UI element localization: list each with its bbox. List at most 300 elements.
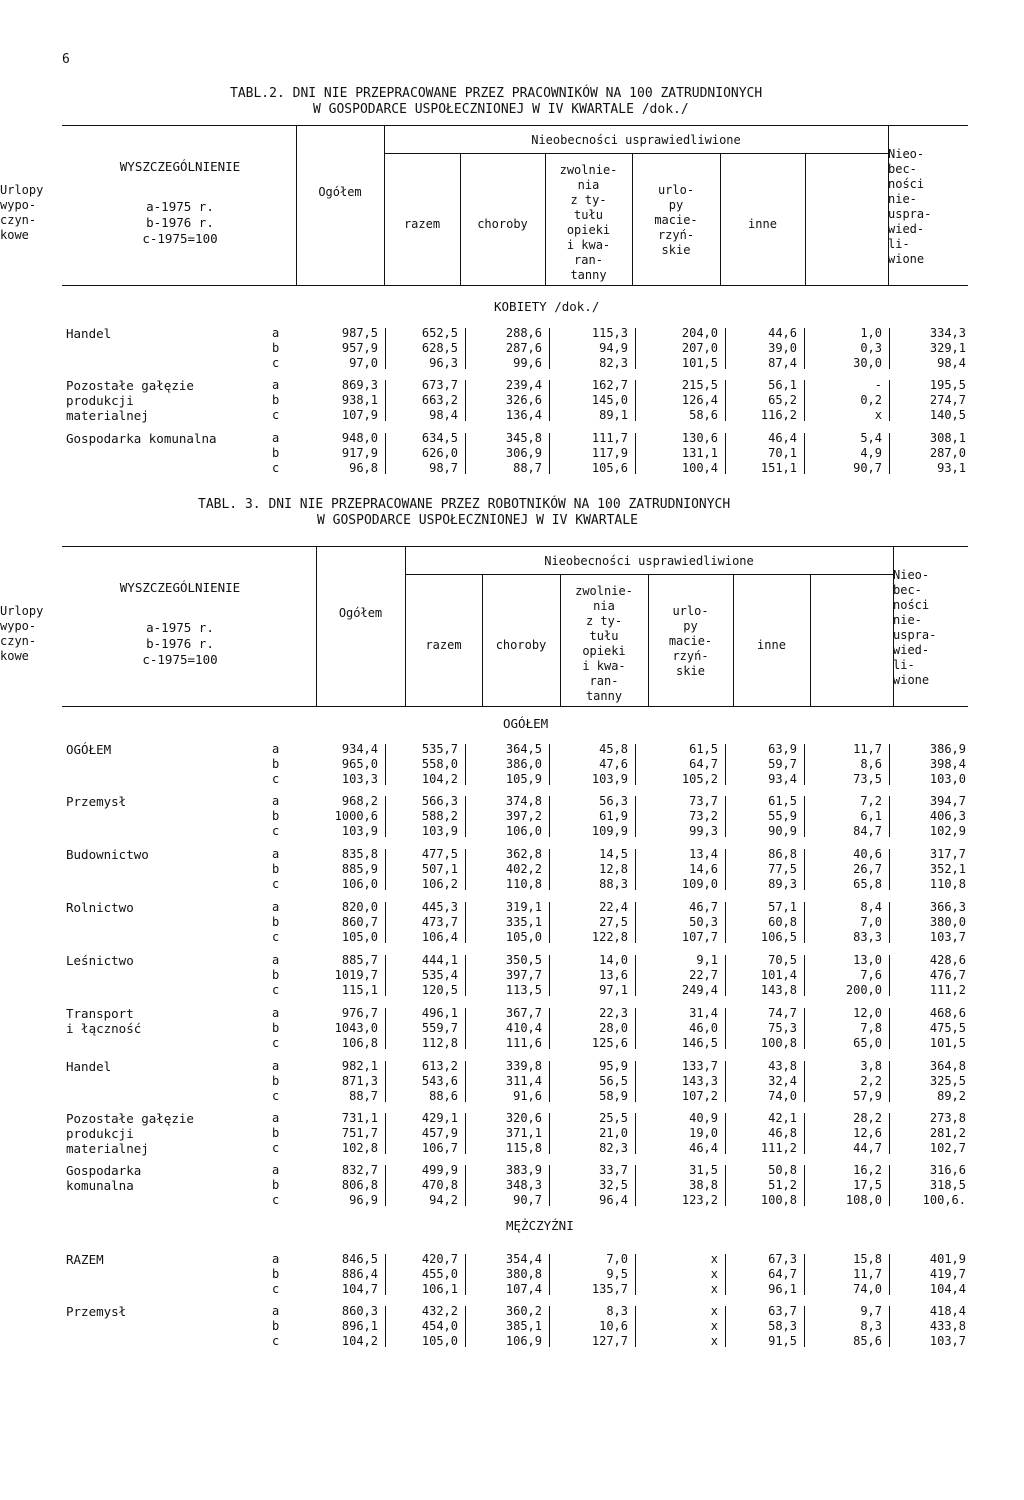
table-cell: 70,5: [768, 953, 797, 967]
table-cell: 59,7: [768, 757, 797, 771]
stub-heading: WYSZCZEGÓLNIENIE: [119, 159, 241, 174]
table-cell: 130,6: [681, 431, 718, 445]
table-cell: 306,9: [505, 446, 542, 460]
table-cell: 110,8: [929, 877, 966, 891]
column-separator: [465, 433, 466, 474]
table-cell: 32,4: [768, 1074, 797, 1088]
row-key: c: [272, 1036, 280, 1050]
col-zwolnienia-line: z ty-: [570, 193, 607, 207]
table-cell: 87,4: [768, 356, 797, 370]
table-cell: 249,4: [681, 983, 718, 997]
col-zwolnienia-line: ran-: [574, 253, 603, 267]
table-cell: 112,8: [421, 1036, 458, 1050]
table-cell: 444,1: [421, 953, 458, 967]
column-separator: [385, 1113, 386, 1154]
table-cell: 475,5: [929, 1021, 966, 1035]
table-cell: 131,1: [681, 446, 718, 460]
row-key: a: [272, 326, 280, 340]
table-cell: 98,4: [429, 408, 458, 422]
row-key: a: [272, 1304, 280, 1318]
table-cell: 46,4: [689, 1141, 718, 1155]
table-cell: 75,3: [768, 1021, 797, 1035]
table-cell: 27,5: [599, 915, 628, 929]
table-cell: 885,9: [341, 862, 378, 876]
col-urlopy-macierzynskie-line: macie-: [668, 634, 713, 648]
row-key: a: [272, 847, 280, 861]
row-key: b: [272, 968, 280, 982]
table-cell: 445,3: [421, 900, 458, 914]
table-cell: 85,6: [853, 1334, 882, 1348]
table-cell: 477,5: [421, 847, 458, 861]
header-column-rule: [296, 125, 297, 285]
table-cell: 386,9: [929, 742, 966, 756]
table-cell: 125,6: [591, 1036, 628, 1050]
table-cell: 106,0: [505, 824, 542, 838]
col-nieobecnosci-nieusprawiedliwione-line: uspra-: [888, 207, 932, 221]
table-cell: 22,3: [599, 1006, 628, 1020]
row-key: c: [272, 1193, 280, 1207]
col-group-nieobecnosci: Nieobecności usprawiedliwione: [544, 554, 754, 568]
table-cell: 56,3: [599, 794, 628, 808]
table-cell: 106,9: [505, 1334, 542, 1348]
table-cell: 105,2: [681, 772, 718, 786]
row-key: c: [272, 930, 280, 944]
row-key: b: [272, 1178, 280, 1192]
table-cell: 406,3: [929, 809, 966, 823]
table-cell: 58,3: [768, 1319, 797, 1333]
table-cell: 628,5: [421, 341, 458, 355]
table-cell: 107,4: [505, 1282, 542, 1296]
table-cell: 398,4: [929, 757, 966, 771]
row-key: a: [272, 742, 280, 756]
column-separator: [549, 955, 550, 996]
column-separator: [804, 433, 805, 474]
table-cell: 374,8: [505, 794, 542, 808]
table-cell: 90,9: [768, 824, 797, 838]
table-cell: 360,2: [505, 1304, 542, 1318]
col-urlopy-wypoczynkowe-line: wypo-: [0, 198, 37, 212]
column-separator: [465, 1306, 466, 1347]
table-cell: 371,1: [505, 1126, 542, 1140]
table-cell: 334,3: [929, 326, 966, 340]
col-zwolnienia-line: tanny: [570, 268, 607, 282]
table-cell: 317,7: [929, 847, 966, 861]
column-separator: [804, 796, 805, 837]
table-cell: 105,0: [505, 930, 542, 944]
table-cell: 46,7: [689, 900, 718, 914]
column-separator: [889, 380, 890, 421]
table-cell: 274,7: [929, 393, 966, 407]
table-cell: 19,0: [689, 1126, 718, 1140]
table-cell: 120,5: [421, 983, 458, 997]
col-urlopy-macierzynskie-line: urlo-: [672, 604, 709, 618]
table-cell: 65,0: [853, 1036, 882, 1050]
table-cell: 869,3: [341, 378, 378, 392]
col-group-nieobecnosci: Nieobecności usprawiedliwione: [531, 133, 741, 147]
column-separator: [465, 955, 466, 996]
table-cell: 2,2: [860, 1074, 882, 1088]
table-cell: 89,3: [768, 877, 797, 891]
table-cell: 535,7: [421, 742, 458, 756]
table-cell: 402,2: [505, 862, 542, 876]
table-cell: 0,2: [860, 393, 882, 407]
col-urlopy-wypoczynkowe-line: czyn-: [0, 634, 37, 648]
table-cell: 98,4: [937, 356, 966, 370]
table-cell: 90,7: [513, 1193, 542, 1207]
column-separator: [465, 796, 466, 837]
row-key: b: [272, 915, 280, 929]
table-cell: 57,1: [768, 900, 797, 914]
table-cell: 101,5: [929, 1036, 966, 1050]
table-cell: 89,2: [937, 1089, 966, 1103]
column-separator: [889, 1061, 890, 1102]
table-cell: 626,0: [421, 446, 458, 460]
table-cell: 98,7: [429, 461, 458, 475]
col-zwolnienia-line: zwolnie-: [575, 584, 633, 598]
column-separator: [804, 1113, 805, 1154]
table-cell: 106,5: [760, 930, 797, 944]
column-separator: [465, 380, 466, 421]
column-separator: [549, 1113, 550, 1154]
table-cell: 457,9: [421, 1126, 458, 1140]
table-cell: x: [710, 1252, 718, 1266]
column-separator: [635, 328, 636, 369]
table-cell: 46,0: [689, 1021, 718, 1035]
column-separator: [465, 1061, 466, 1102]
column-separator: [385, 1306, 386, 1347]
row-label: Handel: [66, 326, 112, 341]
table-cell: 91,6: [513, 1089, 542, 1103]
column-separator: [635, 433, 636, 474]
table-cell: 731,1: [341, 1111, 378, 1125]
header-top-rule: [62, 546, 968, 547]
table-cell: 86,8: [768, 847, 797, 861]
row-label: produkcji: [66, 1126, 134, 1141]
table-cell: 419,7: [929, 1267, 966, 1281]
col-zwolnienia-line: z ty-: [585, 614, 623, 628]
table-cell: 7,0: [860, 915, 882, 929]
row-key: c: [272, 461, 280, 475]
col-urlopy-macierzynskie-line: py: [683, 619, 698, 633]
table-cell: 116,2: [760, 408, 797, 422]
column-separator: [465, 1008, 466, 1049]
col-nieobecnosci-nieusprawiedliwione-line: li-: [893, 658, 915, 672]
table-cell: 663,2: [421, 393, 458, 407]
row-key: a: [272, 1252, 280, 1266]
table-cell: 101,4: [760, 968, 797, 982]
row-key: a: [272, 953, 280, 967]
table-cell: 42,1: [768, 1111, 797, 1125]
column-separator: [549, 1306, 550, 1347]
table-cell: 109,0: [681, 877, 718, 891]
table-cell: 115,8: [505, 1141, 542, 1155]
row-key: c: [272, 1089, 280, 1103]
row-label: Budownictwo: [66, 847, 149, 862]
table-2-title-line-1: TABL.2. DNI NIE PRZEPRACOWANE PRZEZ PRACOWNIKÓW NA 100 ZATRUDNIONYCH: [230, 86, 763, 101]
row-key: a: [272, 1059, 280, 1073]
stub-key-a: a-1975 r.: [146, 199, 214, 214]
table-cell: 61,9: [599, 809, 628, 823]
table-cell: 51,2: [768, 1178, 797, 1192]
row-key: c: [272, 824, 280, 838]
row-label: Transport: [66, 1006, 134, 1021]
row-key: a: [272, 431, 280, 445]
table-cell: 12,6: [853, 1126, 882, 1140]
table-cell: 380,0: [929, 915, 966, 929]
table-cell: 73,7: [689, 794, 718, 808]
table-cell: 58,9: [599, 1089, 628, 1103]
column-separator: [889, 1165, 890, 1206]
table-cell: 9,1: [696, 953, 718, 967]
table-cell: 100,8: [760, 1036, 797, 1050]
column-separator: [804, 955, 805, 996]
col-nieobecnosci-nieusprawiedliwione-line: nie-: [893, 613, 922, 627]
column-separator: [804, 902, 805, 943]
col-razem: razem: [425, 638, 462, 652]
table-cell: 61,5: [768, 794, 797, 808]
row-label: RAZEM: [66, 1252, 104, 1267]
table-cell: 200,0: [845, 983, 882, 997]
table-cell: 1,0: [860, 326, 882, 340]
table-cell: 96,8: [349, 461, 378, 475]
col-nieobecnosci-nieusprawiedliwione-line: nie-: [888, 192, 917, 206]
table-cell: 965,0: [341, 757, 378, 771]
table-3-title-line-2: W GOSPODARCE USPOŁECZNIONEJ W IV KWARTALE: [317, 513, 638, 528]
table-cell: 588,2: [421, 809, 458, 823]
header-column-rule: [805, 153, 806, 285]
col-zwolnienia-line: nia: [593, 599, 615, 613]
table-cell: 64,7: [689, 757, 718, 771]
table-cell: 9,5: [606, 1267, 628, 1281]
table-cell: 39,0: [768, 341, 797, 355]
table-cell: 846,5: [341, 1252, 378, 1266]
table-cell: 468,6: [929, 1006, 966, 1020]
column-separator: [385, 955, 386, 996]
table-cell: 13,4: [689, 847, 718, 861]
table-cell: 43,8: [768, 1059, 797, 1073]
col-nieobecnosci-nieusprawiedliwione-line: ności: [888, 177, 925, 191]
row-label: i łączność: [66, 1021, 142, 1036]
table-cell: 73,2: [689, 809, 718, 823]
column-separator: [725, 380, 726, 421]
col-urlopy-wypoczynkowe-line: czyn-: [0, 213, 37, 227]
col-nieobecnosci-nieusprawiedliwione-line: wione: [888, 252, 925, 266]
table-cell: 133,7: [681, 1059, 718, 1073]
table-cell: 102,9: [929, 824, 966, 838]
table-cell: 281,2: [929, 1126, 966, 1140]
column-separator: [385, 849, 386, 890]
table-cell: 455,0: [421, 1267, 458, 1281]
table-cell: 82,3: [599, 356, 628, 370]
row-key: c: [272, 983, 280, 997]
column-separator: [385, 902, 386, 943]
column-separator: [889, 744, 890, 785]
table-cell: 7,2: [860, 794, 882, 808]
table-cell: 394,7: [929, 794, 966, 808]
table-cell: 886,4: [341, 1267, 378, 1281]
table-cell: 366,3: [929, 900, 966, 914]
table-cell: 83,3: [853, 930, 882, 944]
table-cell: 50,3: [689, 915, 718, 929]
table-cell: 91,5: [768, 1334, 797, 1348]
row-key: b: [272, 862, 280, 876]
table-cell: 22,7: [689, 968, 718, 982]
table-cell: 820,0: [341, 900, 378, 914]
col-urlopy-wypoczynkowe-line: kowe: [0, 228, 29, 242]
table-cell: 352,1: [929, 862, 966, 876]
table-cell: 99,3: [689, 824, 718, 838]
table-cell: 613,2: [421, 1059, 458, 1073]
column-separator: [804, 328, 805, 369]
table-cell: 287,6: [505, 341, 542, 355]
table-cell: 96,1: [768, 1282, 797, 1296]
table-cell: 207,0: [681, 341, 718, 355]
table-cell: 316,6: [929, 1163, 966, 1177]
table-cell: 535,4: [421, 968, 458, 982]
column-separator: [465, 849, 466, 890]
table-cell: 60,8: [768, 915, 797, 929]
table-cell: 50,8: [768, 1163, 797, 1177]
table-cell: 57,9: [853, 1089, 882, 1103]
column-separator: [725, 1306, 726, 1347]
table-cell: 12,8: [599, 862, 628, 876]
table-cell: 354,4: [505, 1252, 542, 1266]
table-cell: 0,3: [860, 341, 882, 355]
table-cell: 473,7: [421, 915, 458, 929]
row-key: b: [272, 446, 280, 460]
table-cell: 94,9: [599, 341, 628, 355]
table-cell: 122,8: [591, 930, 628, 944]
table-cell: 634,5: [421, 431, 458, 445]
col-urlopy-wypoczynkowe-line: Urlopy: [0, 183, 44, 197]
column-separator: [465, 1165, 466, 1206]
column-separator: [889, 1306, 890, 1347]
column-separator: [804, 380, 805, 421]
table-cell: 31,5: [689, 1163, 718, 1177]
table-cell: 103,0: [929, 772, 966, 786]
table-cell: 45,8: [599, 742, 628, 756]
table-cell: 117,9: [591, 446, 628, 460]
table-cell: 70,1: [768, 446, 797, 460]
table-cell: 16,2: [853, 1163, 882, 1177]
table-cell: 103,9: [421, 824, 458, 838]
table-cell: 326,6: [505, 393, 542, 407]
table-cell: 195,5: [929, 378, 966, 392]
column-separator: [804, 1061, 805, 1102]
table-cell: 106,0: [341, 877, 378, 891]
table-cell: 74,0: [853, 1282, 882, 1296]
table-cell: 111,2: [760, 1141, 797, 1155]
table-cell: 143,3: [681, 1074, 718, 1088]
column-separator: [635, 1254, 636, 1295]
table-cell: 106,7: [421, 1141, 458, 1155]
row-key: b: [272, 1074, 280, 1088]
column-separator: [635, 796, 636, 837]
table-cell: x: [710, 1304, 718, 1318]
table-cell: 470,8: [421, 1178, 458, 1192]
table-cell: 56,1: [768, 378, 797, 392]
table-cell: 135,7: [591, 1282, 628, 1296]
column-separator: [465, 328, 466, 369]
table-cell: 63,9: [768, 742, 797, 756]
column-separator: [549, 1165, 550, 1206]
header-bottom-rule: [62, 706, 968, 707]
table-cell: 115,1: [341, 983, 378, 997]
table-cell: 136,4: [505, 408, 542, 422]
stub-key-c: c-1975=100: [142, 652, 218, 667]
column-separator: [804, 1008, 805, 1049]
table-cell: 432,2: [421, 1304, 458, 1318]
table-cell: 14,5: [599, 847, 628, 861]
col-urlopy-macierzynskie-line: skie: [676, 664, 705, 678]
col-ogolem: Ogółem: [318, 185, 362, 199]
row-key: b: [272, 1126, 280, 1140]
column-separator: [889, 902, 890, 943]
table-cell: 109,9: [591, 824, 628, 838]
table-cell: 362,8: [505, 847, 542, 861]
row-label: produkcji: [66, 393, 134, 408]
table-cell: 99,6: [513, 356, 542, 370]
col-inne: inne: [748, 217, 777, 231]
column-separator: [635, 380, 636, 421]
table-cell: 871,3: [341, 1074, 378, 1088]
table-cell: 64,7: [768, 1267, 797, 1281]
column-separator: [385, 1254, 386, 1295]
col-urlopy-macierzynskie-line: py: [668, 198, 684, 212]
table-cell: 507,1: [421, 862, 458, 876]
table-cell: 987,5: [341, 326, 378, 340]
column-separator: [725, 1061, 726, 1102]
table-cell: 65,8: [853, 877, 882, 891]
col-urlopy-macierzynskie-line: rzyń-: [657, 228, 695, 242]
table-cell: 107,9: [341, 408, 378, 422]
column-separator: [889, 796, 890, 837]
row-label: Pozostałe gałęzie: [66, 1111, 194, 1126]
column-separator: [549, 1008, 550, 1049]
header-column-rule: [384, 125, 385, 285]
col-nieobecnosci-nieusprawiedliwione-line: wione: [893, 673, 930, 687]
row-label: komunalna: [66, 1178, 134, 1193]
row-key: b: [272, 1021, 280, 1035]
header-column-rule: [810, 574, 811, 706]
column-separator: [549, 1061, 550, 1102]
table-cell: 6,1: [860, 809, 882, 823]
col-zwolnienia-line: zwolnie-: [559, 163, 618, 177]
table-cell: 10,6: [599, 1319, 628, 1333]
column-separator: [725, 955, 726, 996]
row-label: materialnej: [66, 1141, 149, 1156]
table-cell: 397,7: [505, 968, 542, 982]
table-cell: 385,1: [505, 1319, 542, 1333]
col-zwolnienia-line: ran-: [589, 674, 619, 688]
table-cell: 111,7: [591, 431, 628, 445]
table-cell: 806,8: [341, 1178, 378, 1192]
table-cell: 100,8: [760, 1193, 797, 1207]
col-razem: razem: [403, 217, 441, 231]
table-cell: 127,7: [591, 1334, 628, 1348]
column-separator: [725, 1008, 726, 1049]
column-separator: [889, 1008, 890, 1049]
table-cell: x: [874, 408, 882, 422]
table-cell: 8,6: [860, 757, 882, 771]
row-key: b: [272, 393, 280, 407]
table-cell: 123,2: [681, 1193, 718, 1207]
column-separator: [804, 1306, 805, 1347]
column-separator: [465, 1113, 466, 1154]
table-cell: 673,7: [421, 378, 458, 392]
table-cell: 397,2: [505, 809, 542, 823]
row-label: Handel: [66, 1059, 112, 1074]
